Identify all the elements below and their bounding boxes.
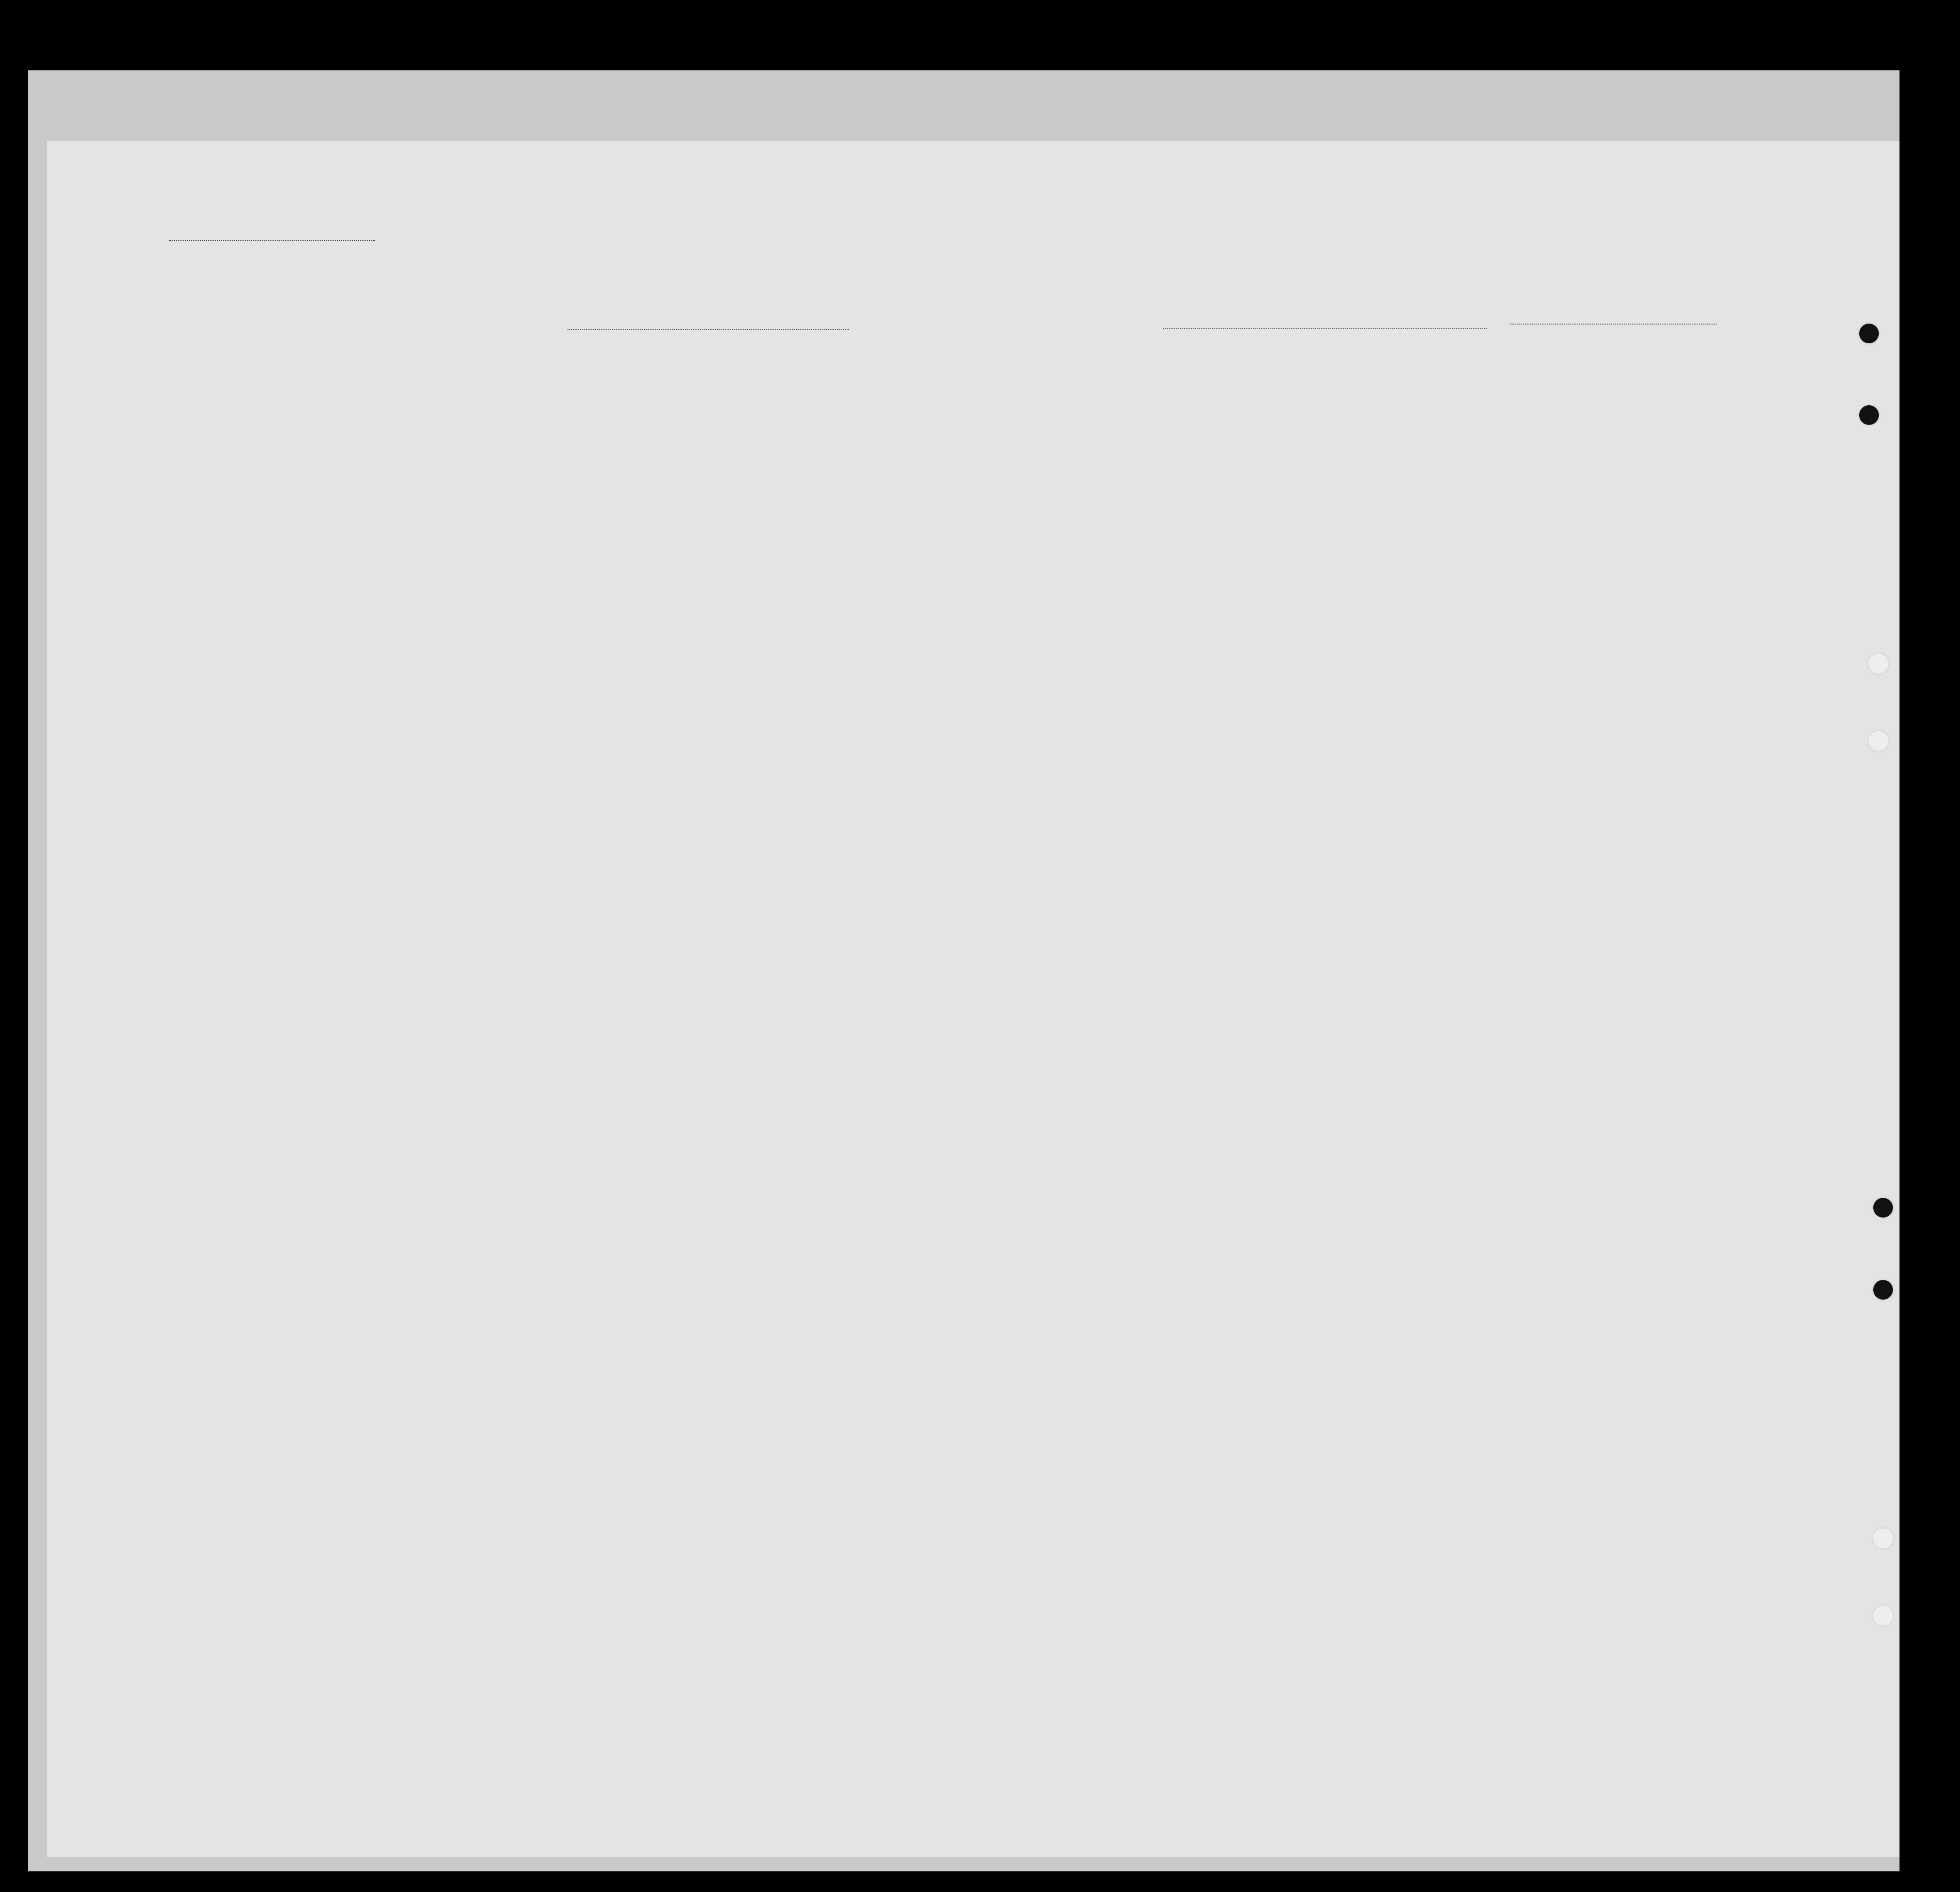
binder-hole-7 — [1871, 1527, 1895, 1550]
binder-hole-3 — [1867, 652, 1890, 675]
binder-hole-1 — [1857, 322, 1881, 345]
binder-hole-6 — [1871, 1278, 1895, 1302]
binder-hole-4 — [1867, 729, 1890, 753]
binder-hole-5 — [1871, 1196, 1895, 1219]
binder-hole-2 — [1857, 403, 1881, 427]
binder-hole-8 — [1871, 1604, 1895, 1627]
